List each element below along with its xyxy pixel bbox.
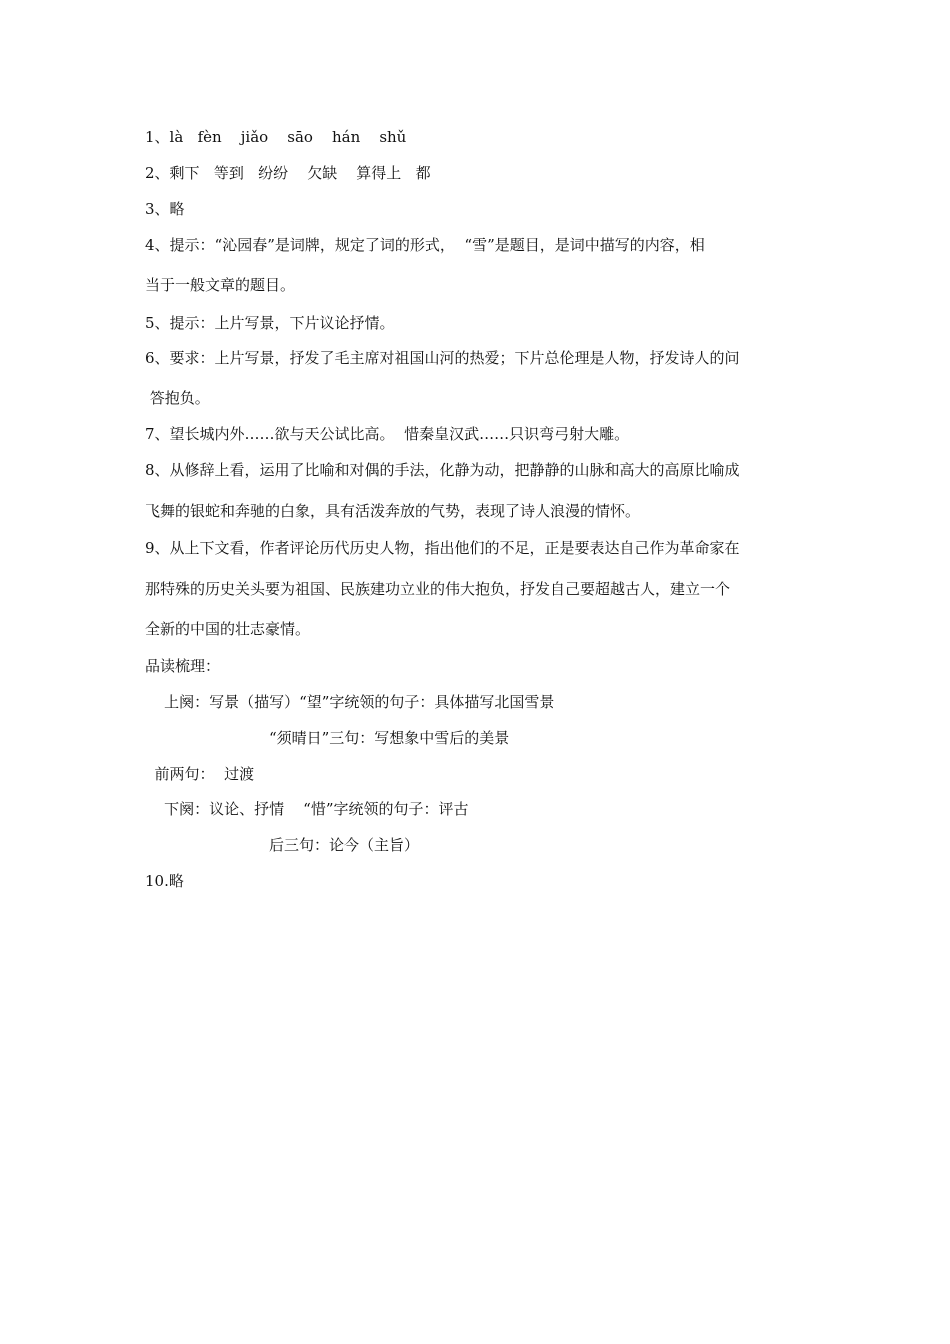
answer-6-continued: 答抱负。	[145, 389, 210, 407]
answer-4: 4、提示：“沁园春”是词牌，规定了词的形式， “雪”是题目，是词中描写的内容，相	[145, 236, 705, 254]
answer-1: 1、là fèn jiǎo sāo hán shǔ	[145, 128, 407, 146]
answer-8-continued: 飞舞的银蛇和奔驰的白象，具有活泼奔放的气势，表现了诗人浪漫的情怀。	[145, 502, 641, 520]
answer-10: 10.略	[145, 872, 184, 890]
answer-4-continued: 当于一般文章的题目。	[145, 276, 296, 294]
answer-2: 2、剩下 等到 纷纷 欠缺 算得上 都	[145, 164, 431, 182]
answer-9: 9、从上下文看，作者评论历代历史人物，指出他们的不足，正是要表达自己作为革命家在	[145, 539, 740, 557]
outline-lower-row-1: 下阕：议论、抒情 “惜”字统领的句子：评古	[145, 800, 469, 818]
outline-upper-row-2: “须晴日”三句：写想象中雪后的美景	[145, 729, 510, 747]
outline-middle-row: 前两句： 过渡	[145, 765, 255, 783]
answer-6: 6、要求：上片写景，抒发了毛主席对祖国山河的热爱；下片总伦理是人物，抒发诗人的问	[145, 349, 740, 367]
answer-3: 3、略	[145, 200, 185, 218]
answer-9-continued-2: 全新的中国的壮志豪情。	[145, 620, 311, 638]
outline-lower-row-2: 后三句：论今（主旨）	[145, 836, 419, 854]
answer-9-continued: 那特殊的历史关头要为祖国、民族建功立业的伟大抱负，抒发自己要超越古人，建立一个	[145, 580, 731, 598]
answer-8: 8、从修辞上看，运用了比喻和对偶的手法，化静为动，把静静的山脉和高大的高原比喻成	[145, 461, 740, 479]
answer-7: 7、望长城内外……欲与天公试比高。 惜秦皇汉武……只识弯弓射大雕。	[145, 425, 630, 443]
outline-heading: 品读梳理：	[145, 657, 221, 675]
answer-5: 5、提示：上片写景，下片议论抒情。	[145, 314, 395, 332]
outline-upper-row-1: 上阕：写景（描写）“望”字统领的句子：具体描写北国雪景	[145, 693, 555, 711]
